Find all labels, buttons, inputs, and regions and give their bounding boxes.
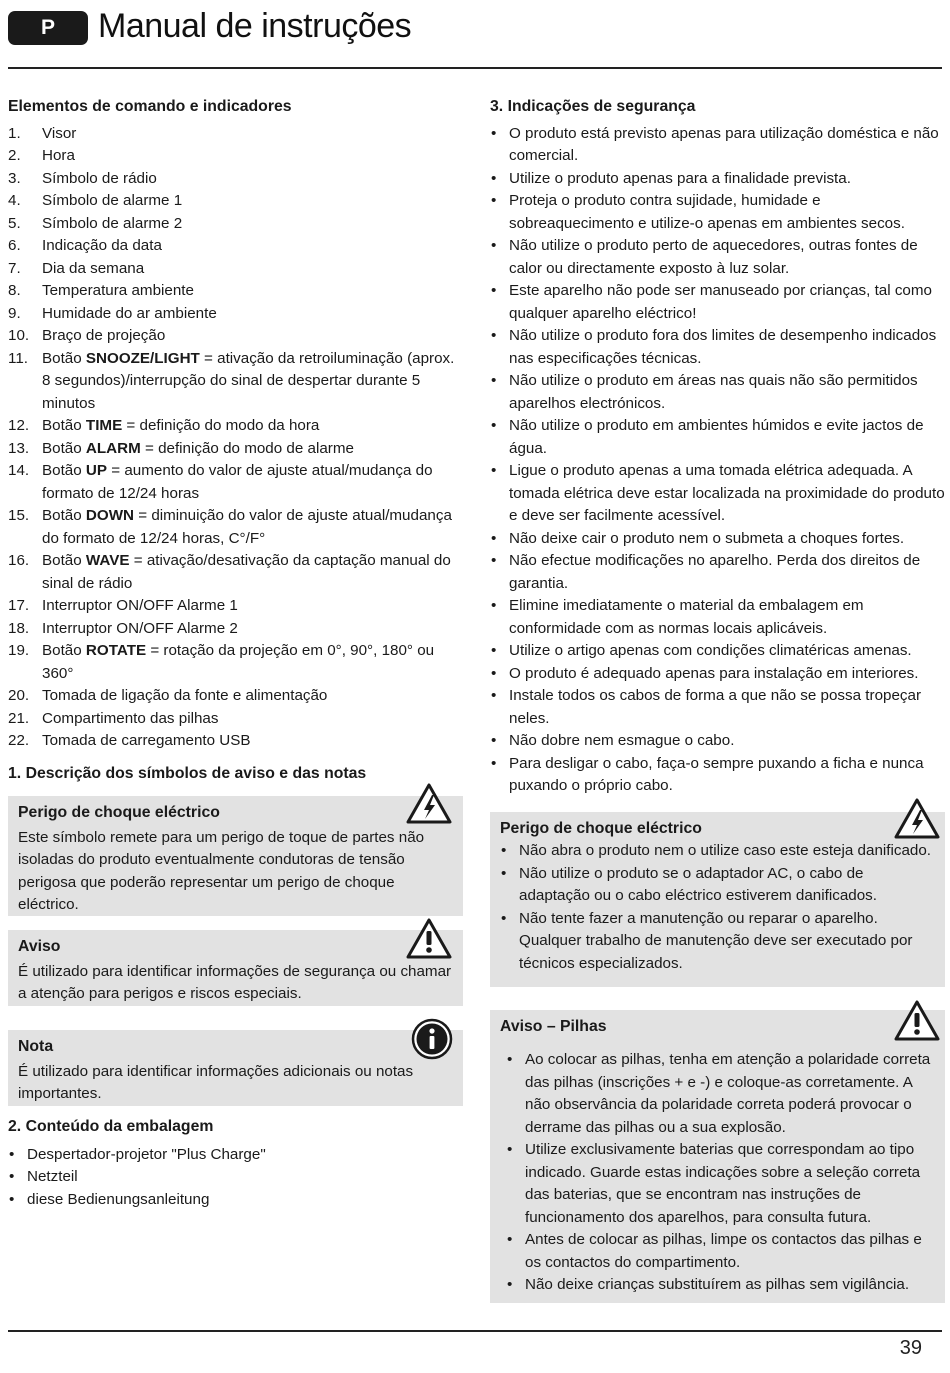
- safety-item: • Não dobre nem esmague o cabo.: [490, 730, 945, 753]
- control-item-text: Interruptor ON/OFF Alarme 2: [42, 619, 238, 637]
- control-item-number: 20.: [8, 687, 30, 704]
- control-item-number: 8.: [8, 282, 21, 299]
- control-item: [8, 708, 463, 731]
- control-item-number: 17.: [8, 597, 30, 614]
- control-item: [8, 505, 463, 550]
- safety-item: • Não deixe cair o produto nem o submeta a choques fortes.: [490, 528, 945, 551]
- control-item-number: 1.: [8, 124, 21, 142]
- control-item-number: 13.: [8, 439, 30, 457]
- package-item: • Despertador-projetor "Plus Charge": [8, 1144, 463, 1167]
- control-item-text: Interruptor ON/OFF Alarme 1: [42, 597, 238, 614]
- battery-warning-item: • Utilize exclusivamente baterias que correspondam ao tipo indicado. Guarde estas indicações sobre a seleção correta das baterias, que se encontram nas instruções de funcionamento dos aparelhos, para consulta futura.: [506, 1139, 935, 1229]
- note-title: Nota: [18, 1038, 54, 1055]
- control-item-number: 10.: [8, 327, 30, 344]
- safety-item: • Utilize o artigo apenas com condições climatéricas amenas.: [490, 640, 945, 663]
- control-item: [8, 640, 463, 685]
- control-item: [8, 618, 463, 641]
- control-item-number: 4.: [8, 192, 21, 209]
- battery-warning-title: Aviso – Pilhas: [500, 1017, 607, 1035]
- control-item-text: Botão: [42, 552, 86, 569]
- control-item: [8, 213, 463, 236]
- control-item-text: Hora: [42, 147, 75, 164]
- control-item-number: 2.: [8, 147, 21, 164]
- control-item-text: Botão: [42, 439, 86, 457]
- control-item-text: Símbolo de rádio: [42, 169, 157, 187]
- safety-item: • Utilize o produto apenas para a finalidade prevista.: [490, 168, 945, 191]
- control-item: [8, 258, 463, 281]
- control-item: [8, 415, 463, 438]
- warning-triangle-icon-2: [894, 999, 940, 1041]
- control-item-description: = rotação da projeção em 0°, 90°, 180° ou 360°: [42, 642, 435, 682]
- section3-heading: 3. Indicações de segurança: [490, 98, 696, 115]
- language-badge: P: [8, 11, 88, 45]
- control-item-number: 3.: [8, 169, 21, 187]
- control-button-name: DOWN: [85, 507, 135, 524]
- shock-hazard-list: [500, 840, 935, 975]
- control-button-name: SNOOZE/LIGHT: [85, 349, 200, 367]
- control-item: [8, 460, 463, 505]
- control-item-number: 12.: [8, 417, 30, 434]
- control-item: [8, 595, 463, 618]
- page-title: Manual de instruções: [98, 7, 412, 45]
- battery-warning-list: [500, 1049, 935, 1297]
- safety-item: • Proteja o produto contra sujidade, humidade e sobreaquecimento e utilize-o apenas em ambientes secos.: [490, 190, 945, 235]
- battery-warning-item: • Não deixe crianças substituírem as pilhas sem vigilância.: [506, 1274, 935, 1297]
- control-item: [8, 190, 463, 213]
- battery-warning-item: • Antes de colocar as pilhas, limpe os contactos das pilhas e os contactos do compartimento.: [506, 1229, 935, 1274]
- control-item-text: Temperatura ambiente: [42, 282, 194, 299]
- shock-hazard-item: • Não abra o produto nem o utilize caso este esteja danificado.: [500, 840, 935, 863]
- control-item: [8, 438, 463, 461]
- warning-triangle-icon: [406, 917, 452, 959]
- control-item-description: = aumento do valor de ajuste atual/mudança do formato de 12/24 horas: [42, 462, 433, 502]
- control-item: [8, 730, 463, 753]
- shock-hazard-item: • Não utilize o produto se o adaptador AC, o cabo de adaptação ou o cabo eléctrico estiverem danificados.: [500, 863, 935, 908]
- control-item-text: Botão: [42, 417, 86, 434]
- control-item-text: Tomada de carregamento USB: [42, 732, 251, 749]
- info-icon: [411, 1018, 453, 1060]
- control-item-text: Dia da semana: [42, 259, 145, 277]
- control-button-name: UP: [85, 462, 108, 479]
- control-item-text: Indicação da data: [42, 237, 162, 254]
- safety-item: • Para desligar o cabo, faça-o sempre puxando a ficha e nunca puxando o próprio cabo.: [490, 753, 945, 798]
- warning-title: Aviso: [18, 938, 61, 955]
- shock-hazard-title: Perigo de choque eléctrico: [18, 804, 220, 821]
- control-button-name: WAVE: [85, 552, 130, 569]
- left-column: [8, 96, 463, 1211]
- control-item-number: 18.: [8, 619, 30, 637]
- control-item-number: 5.: [8, 214, 21, 232]
- control-item-description: = definição do modo da hora: [122, 417, 320, 434]
- right-column: [490, 96, 945, 1303]
- control-item-text: Botão: [42, 462, 86, 479]
- shock-hazard-panel-2: [490, 812, 945, 987]
- control-item-number: 7.: [8, 259, 21, 277]
- control-item-description: = ativação da retroiluminação (aprox. 8 segundos)/interrupção do sinal de despertar durante 5 minutos: [42, 349, 455, 412]
- controls-heading: Elementos de comando e indicadores: [8, 98, 292, 115]
- control-item-description: = ativação/desativação da captação manual do sinal de rádio: [42, 552, 451, 592]
- safety-item: • Este aparelho não pode ser manuseado por crianças, tal como qualquer aparelho eléctrico!: [490, 280, 945, 325]
- page-number: 39: [899, 1337, 922, 1359]
- safety-item: • O produto é adequado apenas para instalação em interiores.: [490, 663, 945, 686]
- electric-shock-warning-icon-2: [894, 797, 940, 839]
- warning-panel: [8, 930, 463, 1006]
- page-header: [8, 8, 942, 48]
- control-item: [8, 235, 463, 258]
- control-item-number: 11.: [8, 349, 28, 367]
- control-item-text: Símbolo de alarme 1: [42, 192, 183, 209]
- package-item: • diese Bedienungsanleitung: [8, 1189, 463, 1212]
- control-button-name: ALARM: [85, 439, 141, 457]
- control-item-text: Visor: [42, 124, 77, 142]
- safety-item: • Não utilize o produto fora dos limites de desempenho indicados nas especificações técnicas.: [490, 325, 945, 370]
- electric-shock-warning-icon: [406, 782, 452, 824]
- control-item-number: 6.: [8, 237, 21, 254]
- control-item: [8, 303, 463, 326]
- section1-heading: 1. Descrição dos símbolos de aviso e das notas: [8, 764, 367, 782]
- safety-item: • Ligue o produto apenas a uma tomada elétrica adequada. A tomada elétrica deve estar localizada na proximidade do produto e deve ser facilmente acessível.: [490, 460, 945, 528]
- package-item: • Netzteil: [8, 1166, 463, 1189]
- control-item-description: = definição do modo de alarme: [140, 439, 354, 457]
- control-item: [8, 550, 463, 595]
- control-button-name: TIME: [85, 417, 123, 434]
- control-item-text: Símbolo de alarme 2: [42, 214, 183, 232]
- control-item-text: Botão: [42, 507, 86, 524]
- shock-hazard-item: • Não tente fazer a manutenção ou reparar o aparelho. Qualquer trabalho de manutenção deve ser executado por técnicos especializados.: [500, 908, 935, 976]
- safety-item: • Instale todos os cabos de forma a que não se possa tropeçar neles.: [490, 685, 945, 730]
- shock-hazard-title-2: Perigo de choque eléctrico: [500, 819, 702, 837]
- control-item-number: 22.: [8, 732, 30, 749]
- note-text: É utilizado para identificar informações adicionais ou notas importantes.: [18, 1062, 414, 1102]
- shock-hazard-panel: [8, 796, 463, 916]
- control-item-description: = diminuição do valor de ajuste atual/mudança do formato de 12/24 horas, C°/F°: [42, 507, 452, 547]
- control-item-number: 9.: [8, 304, 21, 322]
- control-item-number: 19.: [8, 642, 30, 659]
- control-item: [8, 168, 463, 191]
- shock-hazard-text: Este símbolo remete para um perigo de toque de partes não isoladas do produto eventualmente condutoras de tensão perigosa que poderão representar um perigo de choque eléctrico.: [18, 828, 425, 913]
- control-item: [8, 145, 463, 168]
- header-divider: [8, 67, 942, 69]
- control-item-number: 14.: [8, 462, 30, 479]
- safety-instructions-list: [490, 123, 945, 798]
- control-item-text: Tomada de ligação da fonte e alimentação: [42, 687, 328, 704]
- control-item-text: Botão: [42, 349, 86, 367]
- safety-item: • Elimine imediatamente o material da embalagem em conformidade com as normas locais aplicáveis.: [490, 595, 945, 640]
- safety-item: • Não utilize o produto perto de aquecedores, outras fontes de calor ou directamente exposto à luz solar.: [490, 235, 945, 280]
- control-item-text: Botão: [42, 642, 86, 659]
- control-item: [8, 123, 463, 146]
- battery-warning-item: • Ao colocar as pilhas, tenha em atenção a polaridade correta das pilhas (inscrições + e -) e coloque-as corretamente. A não observância da polaridade correta poderá provocar o derrame das pilhas ou a sua explosão.: [506, 1049, 935, 1139]
- control-item-number: 21.: [8, 709, 30, 727]
- safety-item: • Não utilize o produto em ambientes húmidos e evite jactos de água.: [490, 415, 945, 460]
- package-contents-list: [8, 1144, 463, 1212]
- controls-list: [8, 123, 463, 753]
- note-panel: [8, 1030, 463, 1106]
- footer-divider: [8, 1330, 942, 1332]
- battery-warning-panel: [490, 1010, 945, 1303]
- control-item-number: 15.: [8, 507, 30, 524]
- safety-item: • Não utilize o produto em áreas nas quais não são permitidos aparelhos electrónicos.: [490, 370, 945, 415]
- control-item-text: Humidade do ar ambiente: [42, 304, 217, 322]
- control-item: [8, 280, 463, 303]
- control-item: [8, 685, 463, 708]
- control-item: [8, 325, 463, 348]
- control-button-name: ROTATE: [85, 642, 147, 659]
- control-item-text: Braço de projeção: [42, 327, 166, 344]
- warning-text: É utilizado para identificar informações de segurança ou chamar a atenção para perigos e riscos especiais.: [18, 962, 452, 1002]
- safety-item: • O produto está previsto apenas para utilização doméstica e não comercial.: [490, 123, 945, 168]
- safety-item: • Não efectue modificações no aparelho. Perda dos direitos de garantia.: [490, 550, 945, 595]
- control-item-text: Compartimento das pilhas: [42, 709, 219, 727]
- control-item: [8, 348, 463, 416]
- control-item-number: 16.: [8, 552, 30, 569]
- section2-heading: 2. Conteúdo da embalagem: [8, 1118, 214, 1135]
